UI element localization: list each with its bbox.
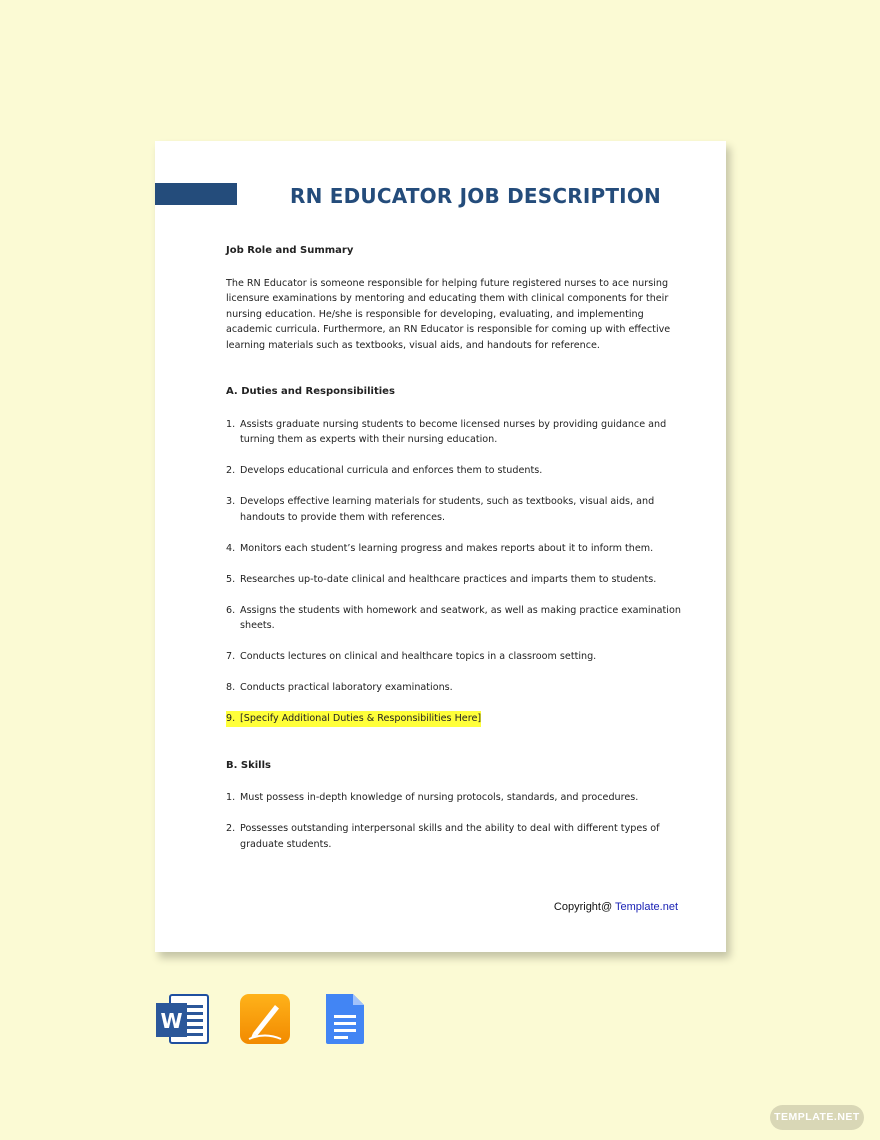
list-item-number: 2. [226,465,236,476]
word-icon[interactable] [155,993,209,1045]
word-icon-letter: W [160,1009,183,1033]
template-net-badge[interactable]: TEMPLATE.NET [770,1105,864,1130]
copyright-line [554,901,678,913]
list-item-text: Researches up-to-date clinical and healthcare practices and imparts them to students. [240,573,657,585]
app-icons-row [155,993,377,1045]
document-page [155,141,726,952]
list-item [226,463,681,479]
list-item-number: 1. [226,418,236,430]
list-item [226,821,681,852]
list-item-text: Conducts practical laboratory examinations. [240,682,453,693]
copyright-link[interactable]: Template.net [615,901,678,913]
copyright-label: Copyright@ [553,901,616,913]
list-item-text: Assists graduate nursing students to become licensed nurses by providing guidance and turning them as experts with their nursing education. [240,418,667,445]
document-body [226,243,681,852]
list-item [226,680,681,696]
list-item-highlighted [226,711,681,727]
list-item [226,649,681,665]
list-item-number: 2. [226,823,236,834]
list-item-number: 6. [226,604,236,616]
list-item-number: 3. [226,496,236,507]
list-item-text: [Specify Additional Duties & Responsibilities Here] [240,713,482,724]
skills-heading: B. Skills [226,759,271,771]
list-item [226,603,681,634]
list-item-text: Assigns the students with homework and seatwork, as well as making practice examination sheets. [240,604,681,631]
duties-heading: A. Duties and Responsibilities [226,386,395,397]
duties-list [226,417,681,727]
list-item [226,541,681,557]
list-item-text: Conducts lectures on clinical and healthcare topics in a classroom setting. [240,651,597,662]
google-docs-icon[interactable] [323,993,377,1045]
list-item-number: 9. [226,713,236,724]
list-item-text: Develops educational curricula and enforces them to students. [240,465,543,476]
document-title: RN EDUCATOR JOB DESCRIPTION [290,184,661,208]
pages-icon[interactable] [239,993,293,1045]
list-item [226,494,681,525]
list-item [226,572,681,588]
summary-paragraph: The RN Educator is someone responsible for helping future registered nurses to ace nursing licensure examinations by mentoring and educating them with clinical components for their nursing education. He/she is responsible for developing, evaluating, and implementing academic curricula. Furthermore, an RN Educator is responsible for coming up with effective learning materials such as textbooks, visual aids, and handouts for reference. [226,277,671,351]
list-item-text: Must possess in-depth knowledge of nursing protocols, standards, and procedures. [240,792,639,803]
highlighted-placeholder [226,711,481,727]
summary-heading: Job Role and Summary [226,245,354,256]
list-item-number: 1. [226,792,236,803]
list-item [226,790,681,806]
title-accent-bar [155,183,237,205]
list-item-text: Possesses outstanding interpersonal skills and the ability to deal with different types of graduate students. [240,823,660,850]
list-item-text: Monitors each student’s learning progress and makes reports about it to inform them. [240,542,654,554]
list-item-number: 8. [226,682,236,693]
list-item-text: Develops effective learning materials for students, such as textbooks, visual aids, and handouts to provide them with references. [240,496,655,523]
list-item-number: 7. [226,651,236,662]
list-item [226,417,681,448]
list-item-number: 5. [226,573,236,585]
list-item-number: 4. [226,542,236,554]
skills-list [226,790,681,852]
